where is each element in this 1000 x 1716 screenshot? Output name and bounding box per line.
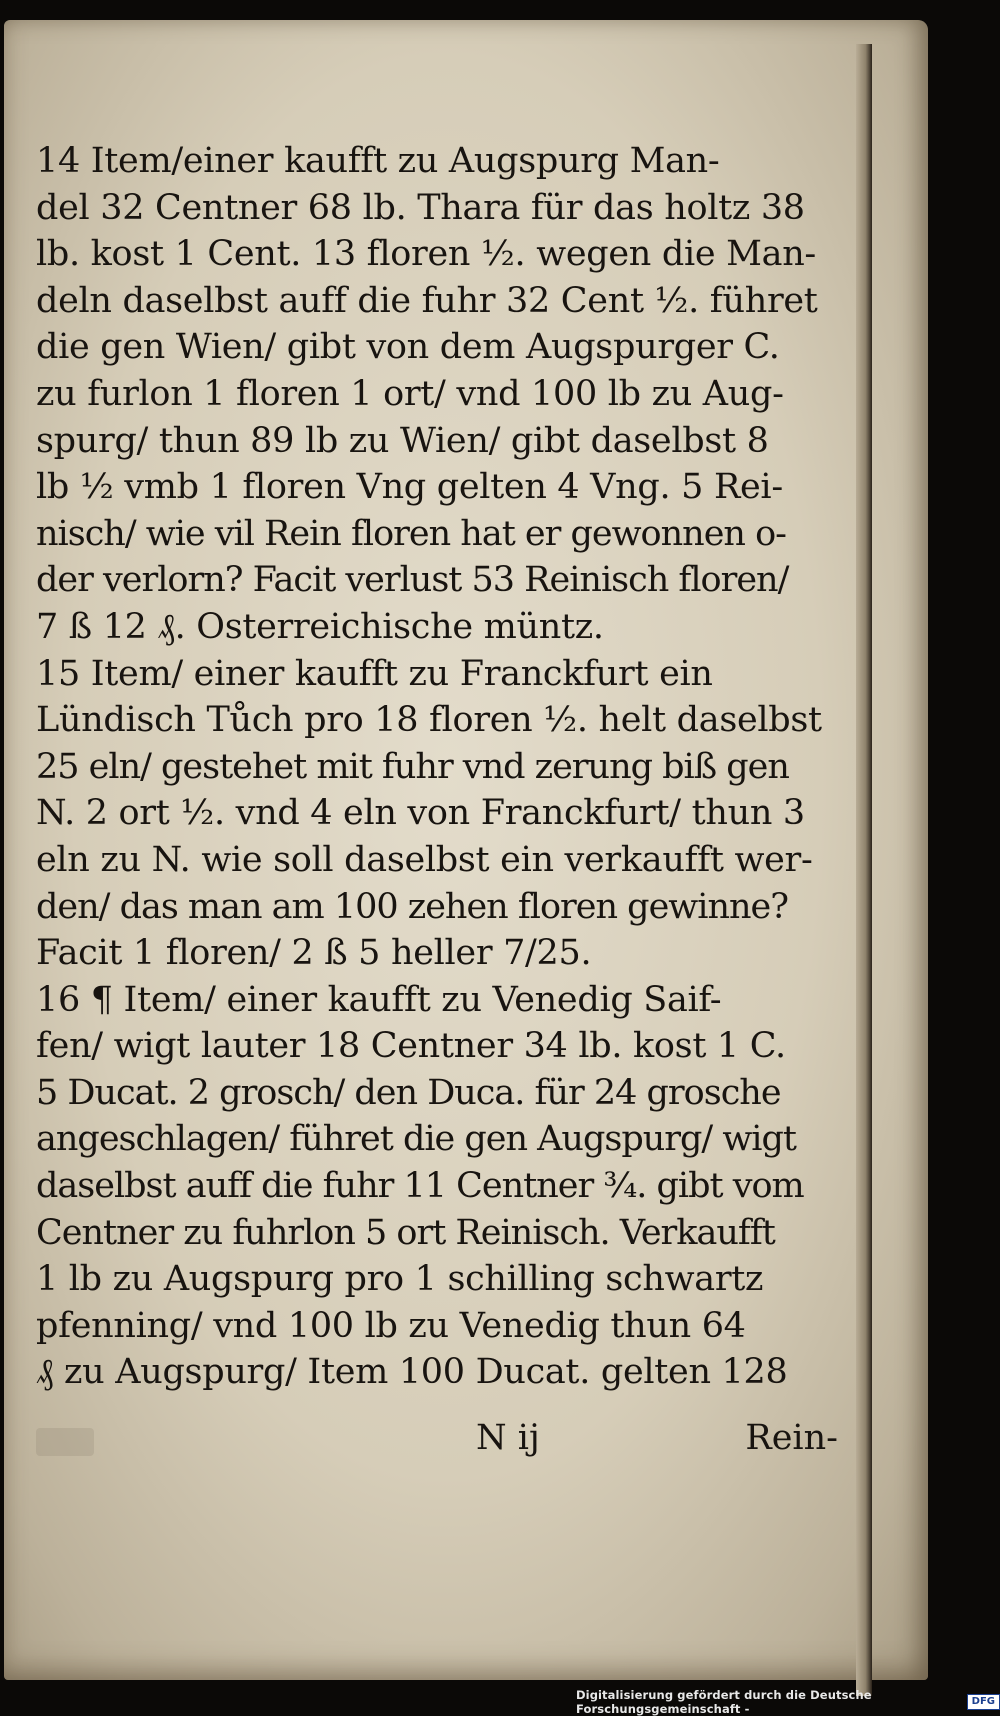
signature-mark: N ij [476,1418,540,1458]
text-line: Facit 1 floren/ 2 ß 5 heller 7/25. [36,933,592,974]
text-line: Lündisch Tůch pro 18 floren ½. helt daselbst [36,700,822,741]
text-line: 16 ¶ Item/ einer kaufft zu Venedig Saif- [36,979,722,1020]
page-footer [36,1418,848,1466]
text-line: zu furlon 1 floren 1 ort/ vnd 100 lb zu Aug- [36,373,784,414]
catchword: Rein- [745,1418,838,1458]
text-line: angeschlagen/ führet die gen Augspurg/ wigt [36,1119,796,1160]
text-line: N. 2 ort ½. vnd 4 eln von Franckfurt/ thun 3 [36,793,805,834]
text-line: lb ½ vmb 1 floren Vng gelten 4 Vng. 5 Rei- [36,467,783,508]
text-line: 1 lb zu Augspurg pro 1 schilling schwartz [36,1259,764,1300]
text-line: 25 eln/ gestehet mit fuhr vnd zerung biß gen [36,746,789,787]
text-line: eln zu N. wie soll daselbst ein verkaufft wer- [36,839,813,880]
digitization-credit [576,1688,1000,1716]
page-text [36,138,848,1396]
text-line: lb. kost 1 Cent. 13 floren ½. wegen die Man- [36,234,816,275]
text-line: Centner zu fuhrlon 5 ort Reinisch. Verkaufft [36,1212,775,1253]
text-line: del 32 Centner 68 lb. Thara für das holtz 38 [36,187,805,228]
text-line: deln daselbst auff die fuhr 32 Cent ½. führet [36,280,818,321]
text-line: 5 Ducat. 2 grosch/ den Duca. für 24 grosche [36,1072,781,1113]
credit-text: Digitalisierung gefördert durch die Deutsche Forschungsgemeinschaft - [576,1688,872,1716]
text-line: fen/ wigt lauter 18 Centner 34 lb. kost 1 C. [36,1026,786,1067]
text-line: 14 Item/einer kaufft zu Augspurg Man- [36,141,720,181]
text-line: der verlorn? Facit verlust 53 Reinisch floren/ [36,560,789,601]
text-line: ₰ zu Augspurg/ Item 100 Ducat. gelten 128 [36,1352,788,1393]
text-line: spurg/ thun 89 lb zu Wien/ gibt daselbst 8 [36,420,769,461]
text-line: 7 ß 12 ₰. Osterreichische müntz. [36,606,604,647]
text-line: daselbst auff die fuhr 11 Centner ¾. gibt vom [36,1166,804,1207]
text-line: nisch/ wie vil Rein floren hat er gewonnen o- [36,513,786,554]
text-line: 15 Item/ einer kaufft zu Franckfurt ein [36,653,713,694]
text-line: den/ das man am 100 zehen floren gewinne? [36,886,789,927]
text-line: die gen Wien/ gibt von dem Augspurger C. [36,327,780,368]
page-edge [856,44,872,1696]
dfg-logo: DFG [967,1694,1000,1710]
text-line: pfenning/ vnd 100 lb zu Venedig thun 64 [36,1305,746,1346]
